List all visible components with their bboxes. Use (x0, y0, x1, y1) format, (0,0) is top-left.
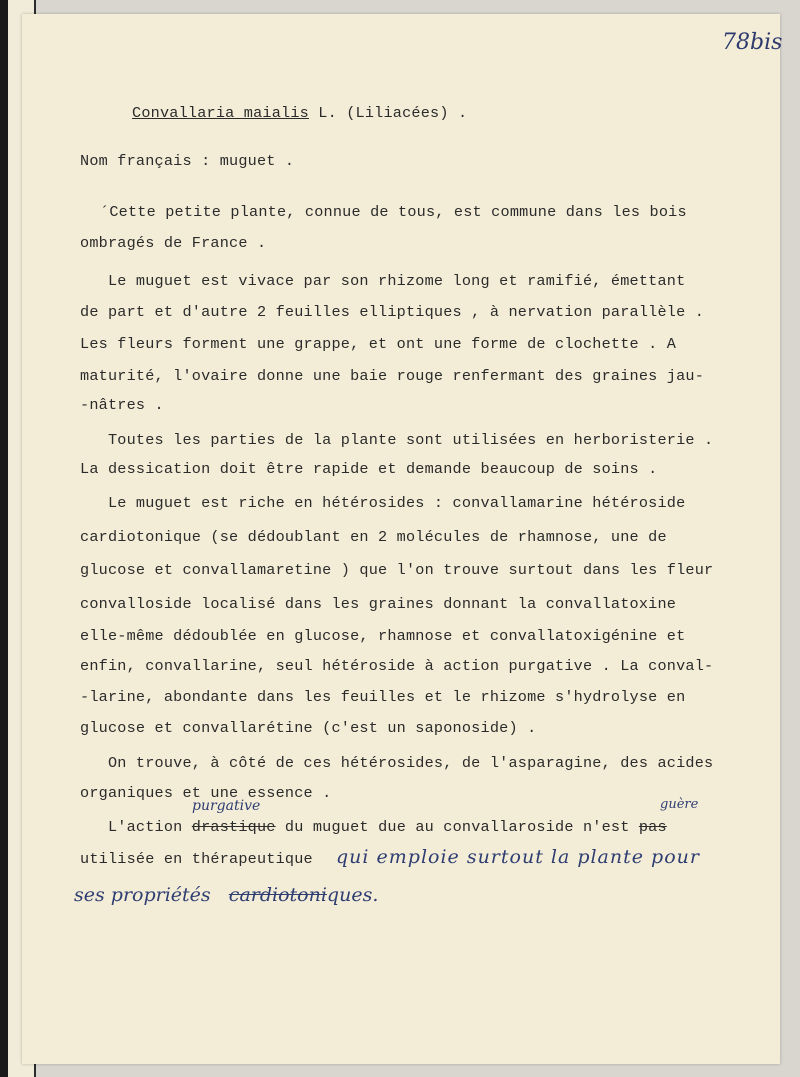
text-line: convalloside localisé dans les graines donnant la convallatoxine (80, 595, 677, 613)
text-line: Les fleurs forment une grappe, et ont une forme de clochette . A (80, 335, 677, 353)
species-family: L. (Liliacées) . (308, 104, 468, 122)
action-line-middle: du muguet due au convallaroside n'est (275, 818, 639, 836)
handwritten-insertion-purgative: purgative (192, 798, 261, 814)
text-line: de part et d'autre 2 feuilles elliptiques , à nervation parallèle . (80, 303, 705, 321)
handwritten-line (74, 884, 378, 906)
text-line: La dessication doit être rapide et demande beaucoup de soins . (80, 460, 658, 478)
text-line: Toutes les parties de la plante sont utilisées en herboristerie . (80, 431, 714, 449)
struck-word-drastique: drastique (191, 818, 276, 836)
text-line: maturité, l'ovaire donne une baie rouge renfermant des graines jau- (80, 367, 705, 385)
text-line: enfin, convallarine, seul hétéroside à action purgative . La conval- (80, 657, 714, 675)
text-line: -nâtres . (80, 396, 164, 414)
text-line: utilisée en thérapeutique (80, 850, 313, 868)
text-line: Le muguet est vivace par son rhizome long et ramifié, émettant (80, 272, 686, 290)
text-line: elle-même dédoublée en glucose, rhamnose et convallatoxigénine et (80, 627, 686, 645)
text-line: glucose et convallarétine (c'est un saponoside) . (80, 719, 537, 737)
text-line: ´Cette petite plante, connue de tous, est commune dans les bois (100, 203, 687, 221)
struck-handwriting: cardiotoni (228, 884, 327, 906)
text-line: On trouve, à côté de ces hétérosides, de l'asparagine, des acides (80, 754, 714, 772)
struck-word-pas: pas (638, 818, 667, 836)
handwritten-insertion-guere: guère (660, 797, 699, 812)
text-line: Nom français : muguet . (80, 152, 295, 170)
text-line: ombragés de France . (80, 234, 267, 252)
page-number: 78bis (722, 30, 783, 55)
text-line: -larine, abondante dans les feuilles et le rhizome s'hydrolyse en (80, 688, 686, 706)
text-line: Le muguet est riche en hétérosides : convallamarine hétéroside (80, 494, 686, 512)
handwritten-text: ses propriétés (74, 884, 211, 906)
text-line: cardiotonique (se dédoublant en 2 molécules de rhamnose, une de (80, 528, 667, 546)
action-line-start: L'action (80, 818, 192, 836)
text-line: organiques et une essence . (80, 784, 332, 802)
binding-edge (0, 0, 8, 1077)
document-title (132, 104, 800, 122)
action-line (80, 818, 760, 836)
species-name: Convallaria maialis (132, 104, 309, 122)
text-line: glucose et convallamaretine ) que l'on trouve surtout dans les fleur (80, 561, 714, 579)
handwritten-continuation: qui emploie surtout la plante pour (336, 846, 700, 868)
handwritten-text-end: ques. (326, 884, 379, 906)
